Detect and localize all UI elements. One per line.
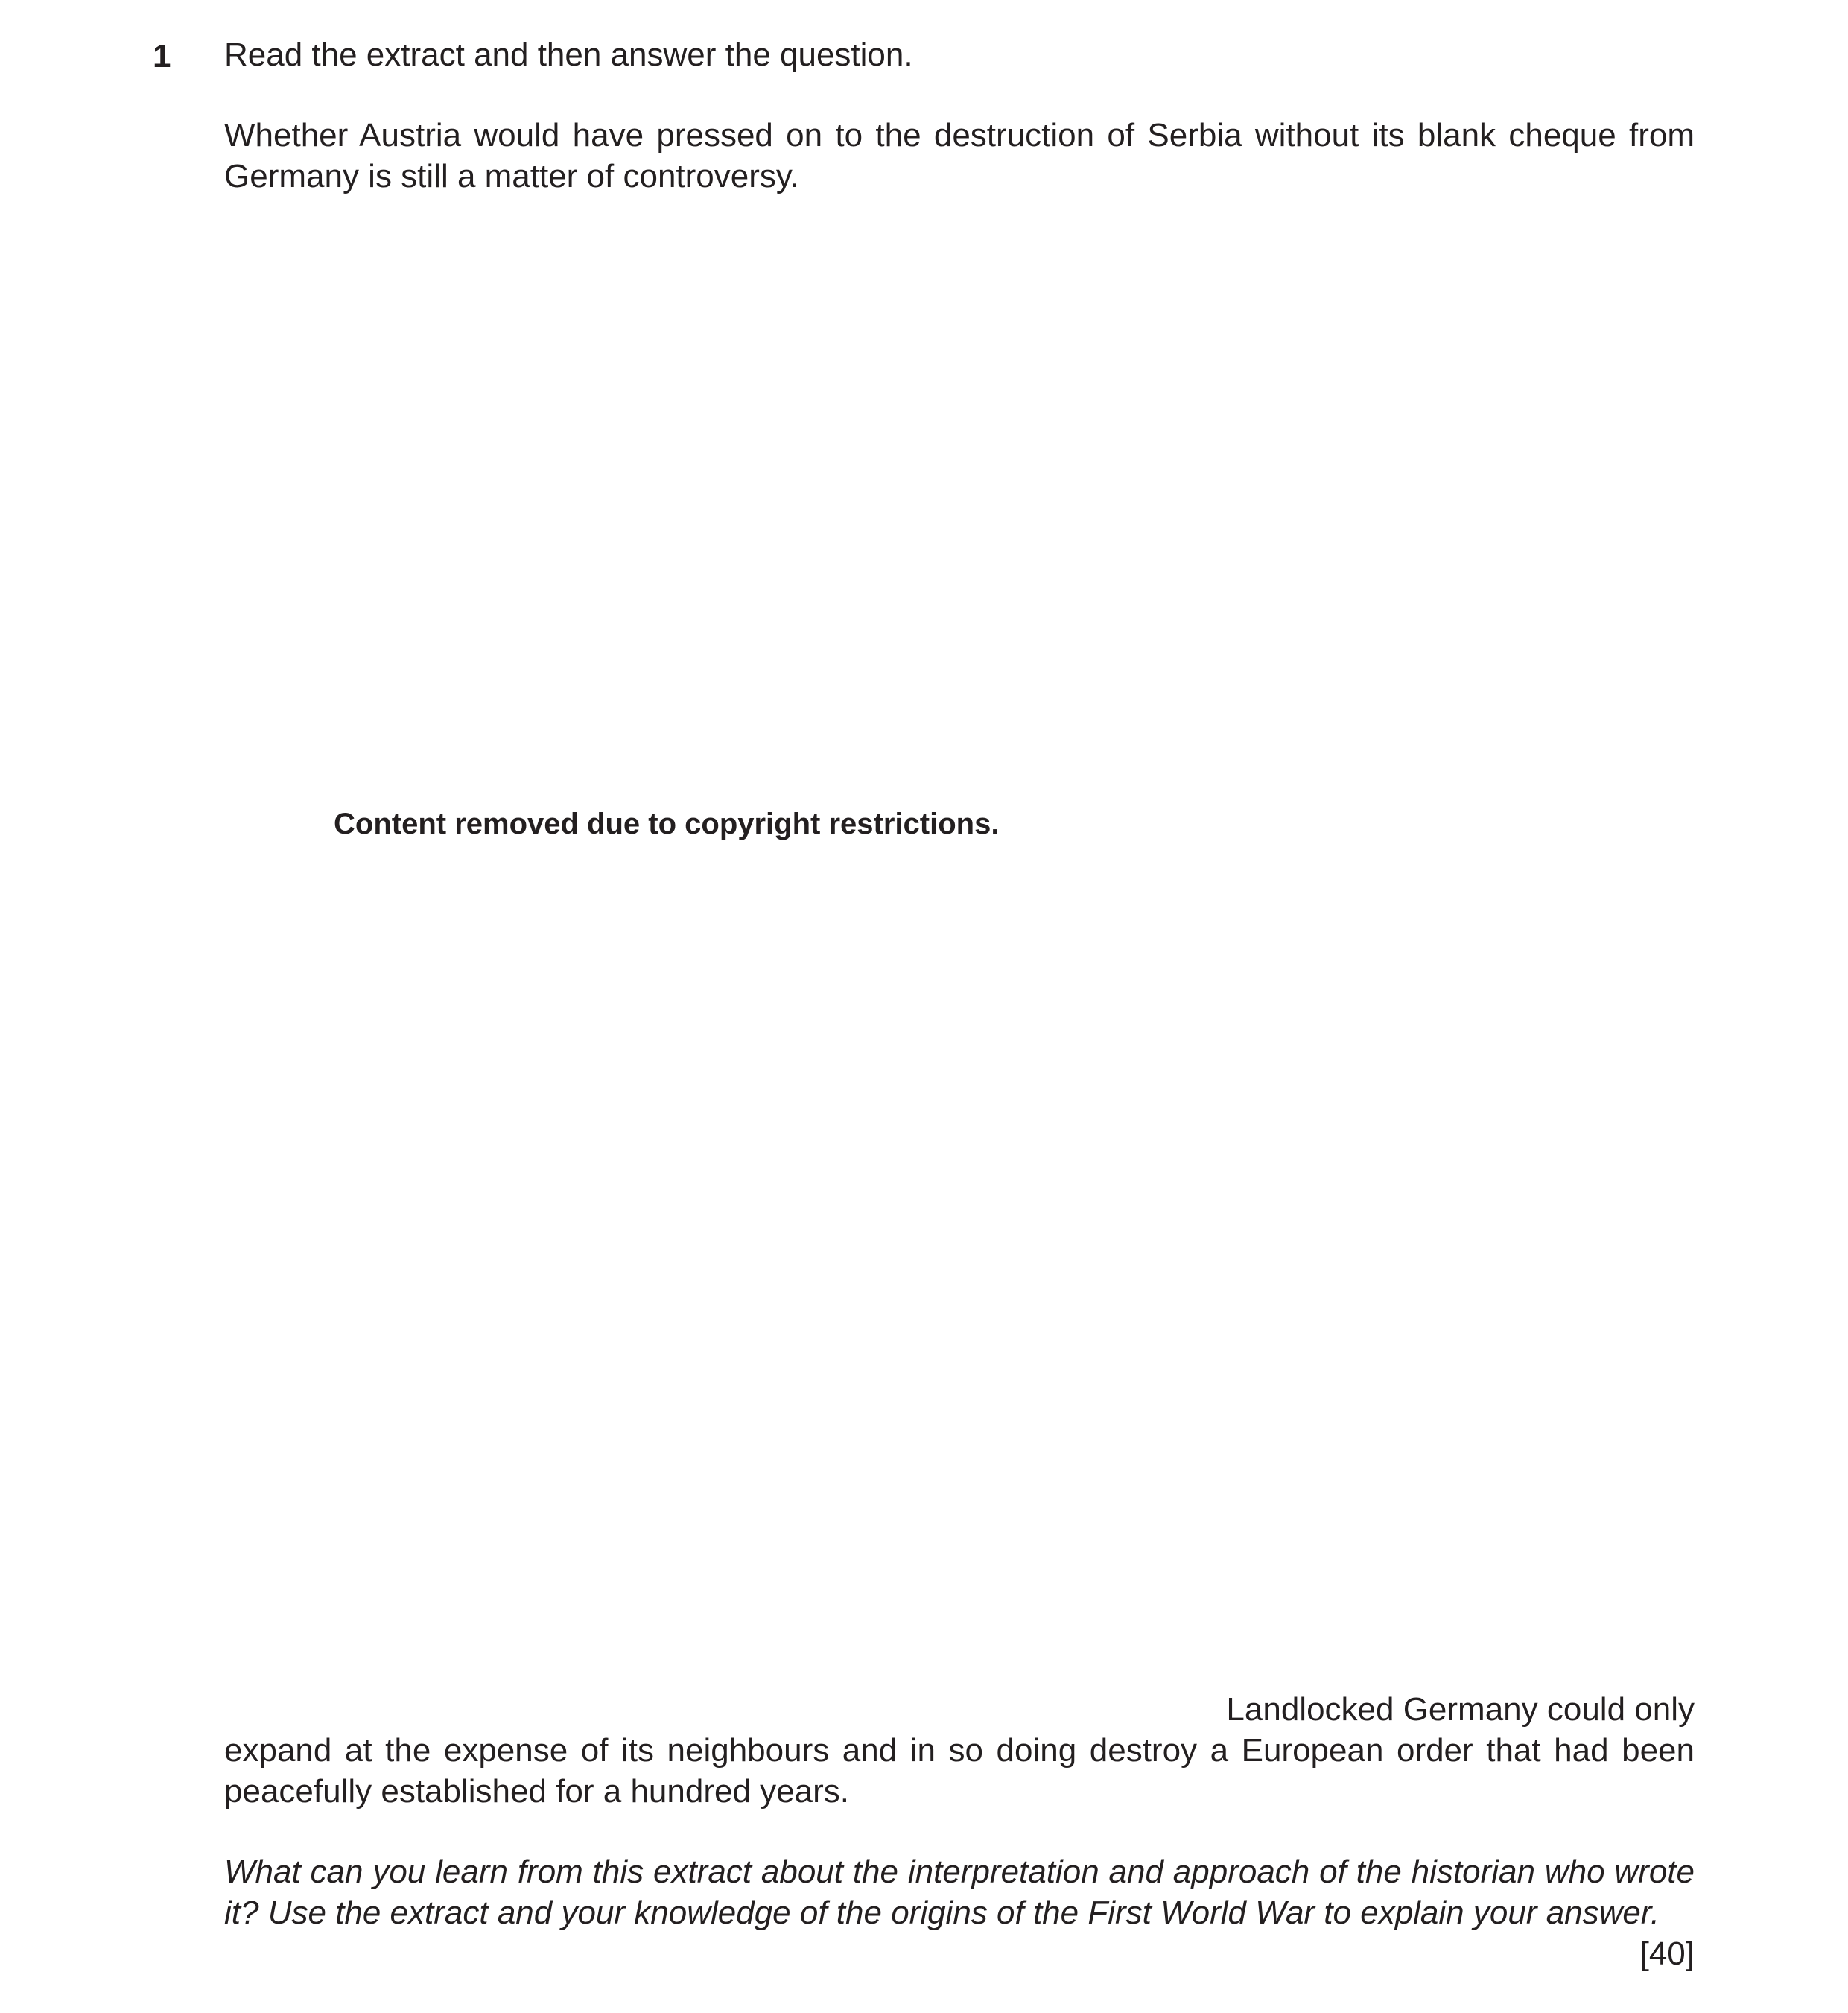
question-prompt: What can you learn from this extract about the interpretation and approach of the historian who wrote it? Use the extract and your knowledge of the origins of the First World War to explain your answer. <box>224 1854 1695 1931</box>
extract-closing-line: Landlocked Germany could only <box>1226 1691 1695 1728</box>
question-instruction: Read the extract and then answer the question. <box>224 37 913 73</box>
marks-allocation: [40] <box>1639 1936 1695 1972</box>
question-number: 1 <box>153 38 171 75</box>
extract-closing-line: expand at the expense of its neighbours and in so doing destroy a European order that had been <box>224 1732 1695 1769</box>
copyright-notice: Content removed due to copyright restrictions. <box>334 808 1000 840</box>
extract-closing-line: peacefully established for a hundred years. <box>224 1773 849 1810</box>
extract-opening-paragraph: Whether Austria would have pressed on to the destruction of Serbia without its blank cheque from Germany is still a matter of controversy. <box>224 117 1695 194</box>
extract-closing-paragraph <box>224 1689 1695 1812</box>
